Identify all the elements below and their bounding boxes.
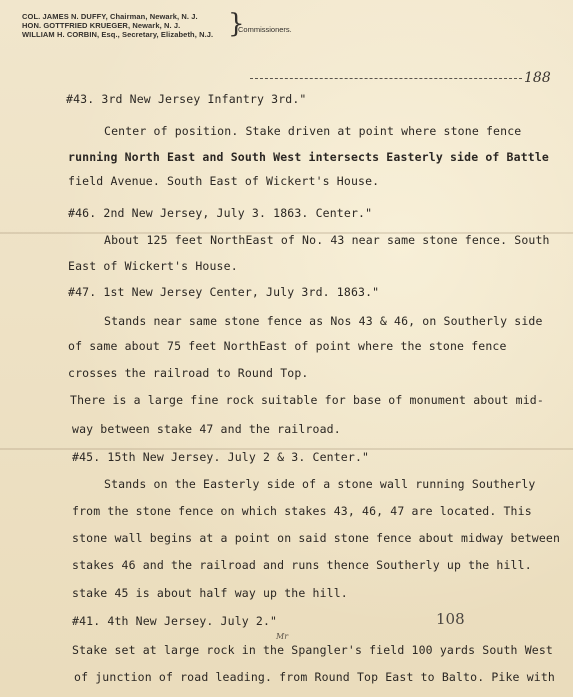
text-line: crosses the railroad to Round Top. bbox=[68, 366, 309, 380]
text-line: There is a large fine rock suitable for base of monument about mid- bbox=[70, 393, 544, 407]
text-line: About 125 feet NorthEast of No. 43 near same stone fence. South bbox=[104, 233, 550, 247]
text-line: way between stake 47 and the railroad. bbox=[72, 422, 341, 436]
text-line: running North East and South West intersects Easterly side of Battle bbox=[68, 150, 550, 164]
letterhead-line-3: WILLIAM H. CORBIN, Esq., Secretary, Elizabeth, N.J. bbox=[22, 30, 214, 39]
text-line: stakes 46 and the railroad and runs thence Southerly up the hill. bbox=[72, 558, 532, 572]
page-number: 188 bbox=[524, 70, 551, 86]
text-line: Stake set at large rock in the Spangler's field 100 yards South West bbox=[72, 643, 554, 657]
page-number-rule bbox=[250, 78, 522, 79]
text-line: Center of position. Stake driven at point where stone fence bbox=[104, 124, 522, 138]
text-line: stake 45 is about half way up the hill. bbox=[72, 586, 348, 600]
letterhead-line-1: COL. JAMES N. DUFFY, Chairman, Newark, N. J. bbox=[22, 12, 198, 21]
text-line: #47. 1st New Jersey Center, July 3rd. 1863." bbox=[68, 285, 380, 299]
text-line: Stands on the Easterly side of a stone wall running Southerly bbox=[104, 477, 536, 491]
text-line: #41. 4th New Jersey. July 2." bbox=[72, 614, 278, 628]
text-line: East of Wickert's House. bbox=[68, 259, 238, 273]
letterhead-line-2: HON. GOTTFRIED KRUEGER, Newark, N. J. bbox=[22, 21, 181, 30]
text-line: of junction of road leading. from Round Top East to Balto. Pike with bbox=[74, 670, 556, 684]
text-line: #46. 2nd New Jersey, July 3. 1863. Center." bbox=[68, 206, 373, 220]
letterhead bbox=[22, 12, 213, 39]
letterhead-commissioners-label: Commissioners. bbox=[238, 25, 292, 34]
text-line: stone wall begins at a point on said stone fence about midway between bbox=[72, 531, 561, 545]
text-line: of same about 75 feet NorthEast of point where the stone fence bbox=[68, 339, 507, 353]
margin-note: Mr bbox=[276, 632, 289, 641]
text-line: Stands near same stone fence as Nos 43 & 46, on Southerly side bbox=[104, 314, 543, 328]
handwritten-number: 108 bbox=[436, 610, 465, 628]
letterhead-brace: } bbox=[228, 9, 245, 39]
text-line: #43. 3rd New Jersey Infantry 3rd." bbox=[66, 92, 307, 106]
text-line: #45. 15th New Jersey. July 2 & 3. Center." bbox=[72, 450, 370, 464]
text-line: field Avenue. South East of Wickert's House. bbox=[68, 174, 380, 188]
text-line: from the stone fence on which stakes 43, 46, 47 are located. This bbox=[72, 504, 532, 518]
